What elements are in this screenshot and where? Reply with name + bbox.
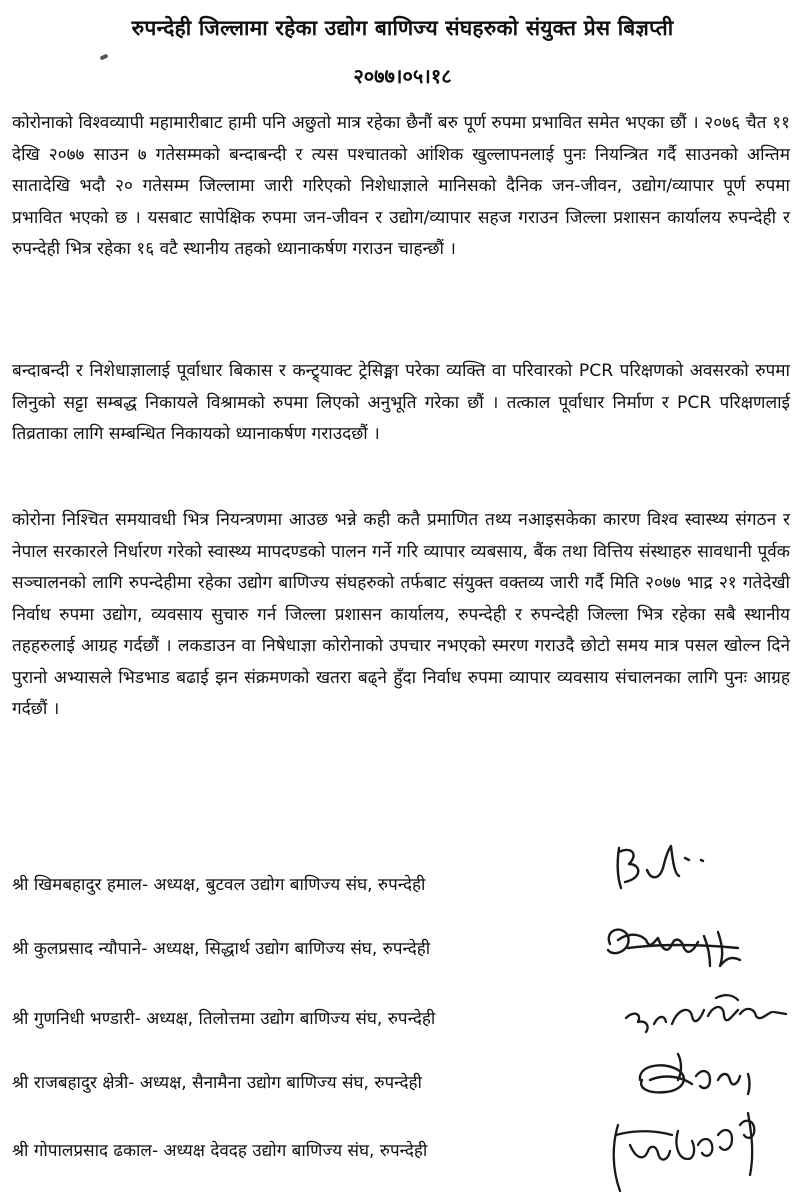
signatory-1: श्री खिमबहादुर हमाल- अध्यक्ष, बुटवल उद्योग बाणिज्य संघ, रुपन्देही: [12, 875, 426, 895]
document-date: २०७७।०५।१८: [353, 64, 452, 88]
paragraph-3: [12, 505, 790, 726]
ink-speck: [100, 53, 109, 60]
signatory-2: श्री कुलप्रसाद न्यौपाने- अध्यक्ष, सिद्धार्थ उद्योग बाणिज्य संघ, रुपन्देही: [12, 939, 431, 959]
signatory-4: श्री राजबहादुर क्षेत्री- अध्यक्ष, सैनामैना उद्योग बाणिज्य संघ, रुपन्देही: [12, 1073, 422, 1093]
signatory-5: श्री गोपालप्रसाद ढकाल- अध्यक्ष देवदह उद्योग बाणिज्य संघ, रुपन्देही: [12, 1141, 428, 1161]
signature-4: [630, 1040, 770, 1110]
document-title: रुपन्देही जिल्लामा रहेका उद्योग बाणिज्य संघहरुको संयुक्त प्रेस बिज्ञप्ती: [131, 16, 674, 40]
signature-5: [598, 1105, 778, 1200]
signature-2: [598, 910, 748, 980]
paragraph-text: कोरोना निश्चित समयावधी भित्र नियन्त्रणमा आउछ भन्ने कही कतै प्रमाणित तथ्य नआइसकेका कारण विश्व स्वास्थ्य संगठन र नेपाल सरकारले निर्धारण गरेको स्वास्थ्य मापदण्डको पालन गर्ने गरि व्यापार व्यबसाय, बैंक तथा वित्तिय संस्थाहरु सावधानी पूर्वक सञ्चालनको लागि रुपन्देहीमा रहेका उद्योग बाणिज्य संघहरुको तर्फबाट संयुक्त वक्तव्य जारी गर्दै मिति २०७७ भाद्र २१ गतेदेखी निर्वाध रुपमा उद्योग, व्यवसाय सुचारु गर्न जिल्ला प्रशासन कार्यालय, रुपन्देही र रुपन्देही जिल्ला भित्र रहेका सबै स्थानीय तहहरुलाई आग्रह गर्दछौं । लकडाउन वा निषेधाज्ञा कोरोनाको उपचार नभएको स्मरण गराउदै छोटो समय मात्र पसल खोल्न दिने पुरानो अभ्यासले भिडभाड बढाई झन संक्रमणको खतरा बढ्ने हुँदा निर्वाध रुपमा व्यापार व्यवसाय संचालनका लागि पुनः आग्रह गर्दछौं ।: [12, 510, 790, 719]
paragraph-2: [12, 356, 790, 451]
paragraph-1: [12, 108, 790, 266]
signature-3: [620, 980, 790, 1040]
signature-1: [605, 830, 725, 900]
paragraph-text: बन्दाबन्दी र निशेधाज्ञालाई पूर्वाधार बिकास र कन्ट्र्याक्ट ट्रेसिङ्मा परेका व्यक्ति वा परिवारको PCR परिक्षणको अवसरको रुपमा लिनुको सट्टा सम्बद्ध निकायले विश्रामको रुपमा लिएको अनुभूति गरेका छौं । तत्काल पूर्वाधार निर्माण र PCR परिक्षणलाई तिव्रताका लागि सम्बन्धित निकायको ध्यानाकर्षण गराउदछौं ।: [12, 361, 790, 444]
paragraph-text: कोरोनाको विश्वव्यापी महामारीबाट हामी पनि अछुतो मात्र रहेका छैनौं बरु पूर्ण रुपमा प्रभावित समेत भएका छौं । २०७६ चैत ११ देखि २०७७ साउन ७ गतेसम्मको बन्दाबन्दी र त्यस पश्चातको आंशिक खुल्लापनलाई पुनः नियन्त्रित गर्दै साउनको अन्तिम सातादेखि भदौ २० गतेसम्म जिल्लामा जारी गरिएको निशेधाज्ञाले मानिसको दैनिक जन-जीवन, उद्योग/व्यापार पूर्ण रुपमा प्रभावित भएको छ । यसबाट सापेक्षिक रुपमा जन-जीवन र उद्योग/व्यापार सहज गराउन जिल्ला प्रशासन कार्यालय रुपन्देही र रुपन्देही भित्र रहेका १६ वटै स्थानीय तहको ध्यानाकर्षण गराउन चाहन्छौं ।: [12, 113, 790, 259]
signatory-3: श्री गुणनिधी भण्डारी- अध्यक्ष, तिलोत्तमा उद्योग बाणिज्य संघ, रुपन्देही: [12, 1009, 436, 1029]
